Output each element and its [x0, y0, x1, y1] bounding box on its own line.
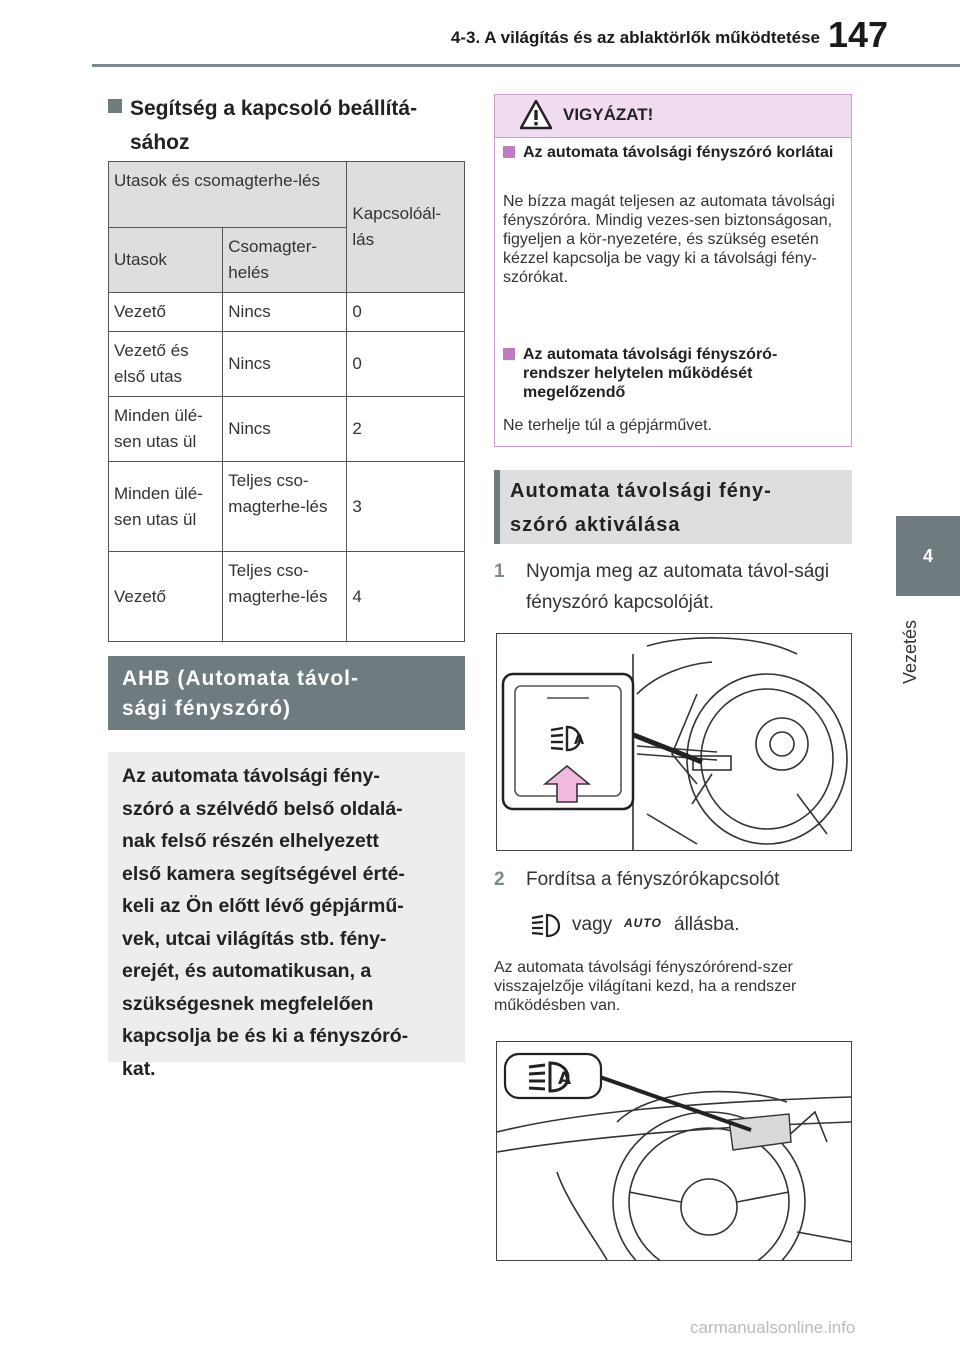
step-2 [494, 864, 852, 895]
page-number: 147 [828, 14, 889, 55]
intro-line: kat. [122, 1057, 156, 1080]
section-heading-line2: sához [130, 131, 190, 154]
caution-body-2: Ne terhelje túl a gépjárművet. [503, 417, 712, 434]
ahb-intro-box [108, 752, 465, 1080]
cell-luggage: Nincs [223, 332, 347, 397]
step-text: Nyomja meg az automata távol-sági fényszóró kapcsolóját. [526, 561, 830, 613]
auto-high-beam-icon [549, 724, 587, 752]
ahb-title-line1: AHB (Automata távol- [122, 667, 360, 690]
intro-line: vek, utcai világítás stb. fény- [122, 927, 387, 950]
figure-indicator-light [496, 1041, 852, 1261]
caution-subheading-1 [503, 143, 841, 162]
step-number: 2 [494, 869, 505, 890]
cell-luggage: Teljes cso-magterhe-lés [223, 552, 347, 642]
table-row [109, 332, 465, 397]
cell-luggage: Nincs [223, 293, 347, 332]
auto-high-beam-indicator-icon [527, 1060, 579, 1094]
table-header-luggage: Csomagter-helés [223, 228, 347, 293]
intro-line: keli az Ön előtt lévő gépjármű- [122, 895, 404, 917]
step-2-positions [530, 910, 850, 944]
table-header-setting: Kapcsolóál-lás [347, 162, 465, 293]
cell-luggage: Teljes cso-magterhe-lés [223, 462, 347, 552]
square-bullet-icon [108, 99, 122, 113]
activation-title-line2: szóró aktiválása [510, 514, 681, 536]
step-2-or: vagy [572, 914, 613, 935]
press-arrow-icon [543, 764, 591, 804]
activation-section-title [494, 470, 852, 544]
auto-icon: AUTO [624, 916, 662, 930]
intro-line: szóró a szélvédő belső oldalá- [122, 797, 403, 820]
step-1 [494, 556, 852, 618]
caution-label: VIGYÁZAT! [563, 105, 654, 124]
activation-title-line1: Automata távolsági fény- [510, 480, 772, 502]
table-header-passengers: Utasok [109, 228, 223, 293]
step-number: 1 [494, 561, 505, 582]
indicator-note: Az automata távolsági fényszórórend-szer visszajelzője világítani kezd, ha a rendszer működésben van. [494, 959, 797, 1014]
svg-text:A: A [574, 733, 585, 748]
step-2-end: állásba. [674, 914, 740, 935]
figure-ahb-switch [496, 633, 852, 851]
caution-subheading-2-text: Az automata távolsági fényszóró-rendszer helytelen működését megelőzendő [523, 346, 778, 401]
ahb-section-title [108, 656, 465, 730]
cell-passengers: Vezető [109, 293, 223, 332]
header-rule [92, 64, 960, 67]
cell-passengers: Vezető [109, 552, 223, 642]
warning-triangle-icon [519, 99, 553, 131]
ahb-title-line2: sági fényszóró) [122, 697, 292, 720]
caution-subheading-2 [503, 345, 841, 402]
section-heading [108, 92, 458, 160]
high-beam-icon [530, 912, 566, 938]
cell-setting: 2 [347, 397, 465, 462]
intro-line: első kamera segítségével érté- [122, 862, 405, 885]
watermark: carmanualsonline.info [690, 1318, 856, 1337]
caution-subheading-1-text: Az automata távolsági fényszóró korlátai [523, 144, 834, 161]
cell-setting: 0 [347, 332, 465, 397]
intro-line: nak felső részén elhelyezett [122, 830, 379, 852]
svg-text:A: A [558, 1069, 572, 1089]
intro-line: kapcsolja be és ki a fényszóró- [122, 1025, 409, 1047]
switch-setting-table [108, 161, 465, 642]
caution-header [495, 95, 851, 138]
cell-luggage: Nincs [223, 397, 347, 462]
square-bullet-icon [503, 146, 515, 158]
cell-passengers: Vezető és első utas [109, 332, 223, 397]
cell-passengers: Minden ülé-sen utas ül [109, 397, 223, 462]
section-heading-line1: Segítség a kapcsoló beállítá- [130, 97, 418, 120]
cell-setting: 3 [347, 462, 465, 552]
step-text: Fordítsa a fényszórókapcsolót [526, 869, 780, 890]
table-row [109, 552, 465, 642]
table-row [109, 293, 465, 332]
chapter-number: 4 [922, 545, 933, 566]
chapter-label: Vezetés [900, 619, 920, 685]
cell-setting: 4 [347, 552, 465, 642]
intro-line: szükségesnek megfelelően [122, 992, 374, 1015]
caution-box [494, 94, 852, 447]
caution-body-1: Ne bízza magát teljesen az automata távolsági fényszóróra. Mindig vezes-sen biztonságosan, figyeljen a kör-nyezetére, és szükség esetén kézzel kapcsolja be vagy ki a távolsági fény-szórókat. [503, 193, 835, 286]
table-header-load: Utasok és csomagterhe-lés [109, 162, 347, 228]
cell-setting: 0 [347, 293, 465, 332]
cell-passengers: Minden ülé-sen utas ül [109, 462, 223, 552]
table-row [109, 397, 465, 462]
square-bullet-icon [503, 348, 515, 360]
intro-line: erejét, és automatikusan, a [122, 960, 372, 982]
intro-line: Az automata távolsági fény- [122, 765, 380, 787]
running-header: 4-3. A világítás és az ablaktörlők működtetése [450, 28, 820, 47]
table-row [109, 462, 465, 552]
chapter-tab [896, 516, 960, 596]
